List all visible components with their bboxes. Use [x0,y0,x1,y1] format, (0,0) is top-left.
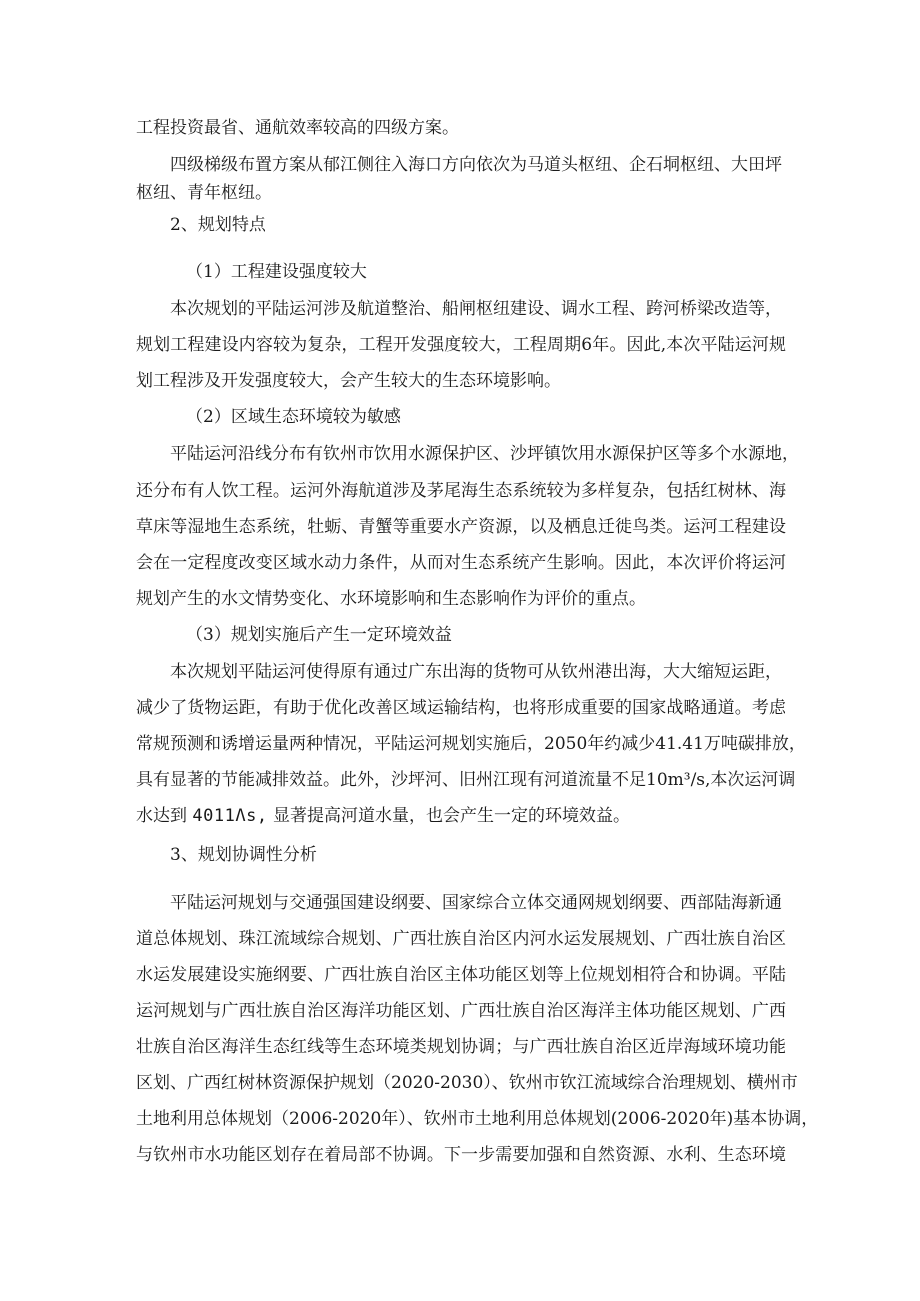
subsection-heading: （3）规划实施后产生一定环境效益 [186,625,452,645]
paragraph-line: 四级梯级布置方案从郁江侧往入海口方向依次为马道头枢纽、企石垌枢纽、大田坪 [170,155,782,175]
text-run: 显著提高河道水量，也会产生一定的环境效益。 [272,806,630,826]
subsection-heading: （1）工程建设强度较大 [186,262,367,282]
paragraph-line: 常规预测和诱增运量两种情况，平陆运河规划实施后，2050年约减少41.41万吨碳排放， [136,734,806,754]
paragraph-line: 枢纽、青年枢纽。 [136,183,272,203]
paragraph-line: 减少了货物运距，有助于优化改善区域运输结构，也将形成重要的国家战略通道。考虑 [136,698,786,718]
section-heading: 3、规划协调性分析 [170,845,317,865]
paragraph-line: 运河规划与广西壮族自治区海洋功能区划、广西壮族自治区海洋主体功能区规划、广西 [136,1001,786,1021]
section-heading: 2、规划特点 [170,215,266,235]
paragraph-line: 工程投资最省、通航效率较高的四级方案。 [136,118,459,138]
paragraph-line: 道总体规划、珠江流域综合规划、广西壮族自治区内河水运发展规划、广西壮族自治区 [136,929,786,949]
paragraph-line: 具有显著的节能减排效益。此外，沙坪河、旧州江现有河道流量不足10m³/s,本次运河调 [136,770,796,790]
paragraph-line: 规划工程建设内容较为复杂，工程开发强度较大，工程周期6年。因此,本次平陆运河规 [136,335,786,355]
garbled-value: 4011Λs, [192,806,268,826]
subsection-heading: （2）区域生态环境较为敏感 [186,407,401,427]
paragraph-line: 区划、广西红树林资源保护规划（2020-2030）、钦州市钦江流域综合治理规划、横州市 [136,1073,798,1093]
paragraph-line: 水运发展建设实施纲要、广西壮族自治区主体功能区划等上位规划相符合和协调。平陆 [136,965,786,985]
paragraph-line: 平陆运河沿线分布有钦州市饮用水源保护区、沙坪镇饮用水源保护区等多个水源地， [170,444,799,464]
paragraph-line: 会在一定程度改变区域水动力条件，从而对生态系统产生影响。因此，本次评价将运河 [136,553,786,573]
paragraph-line: 与钦州市水功能区划存在着局部不协调。下一步需要加强和自然资源、水利、生态环境 [136,1145,786,1165]
paragraph-line: 壮族自治区海洋生态红线等生态环境类规划协调；与广西壮族自治区近岸海域环境功能 [136,1037,786,1057]
text-run: 水达到 [136,806,187,826]
paragraph-line: 本次规划平陆运河使得原有通过广东出海的货物可从钦州港出海，大大缩短运距， [170,662,782,682]
paragraph-line: 划工程涉及开发强度较大，会产生较大的生态环境影响。 [136,371,561,391]
paragraph-line [136,801,630,831]
paragraph-line: 土地利用总体规划（2006-2020年）、钦州市土地利用总体规划(2006-2020年)基本协调， [136,1109,819,1129]
paragraph-line: 草床等湿地生态系统，牡蛎、青蟹等重要水产资源，以及栖息迁徙鸟类。运河工程建设 [136,517,786,537]
paragraph-line: 平陆运河规划与交通强国建设纲要、国家综合立体交通网规划纲要、西部陆海新通 [170,893,782,913]
paragraph-line: 规划产生的水文情势变化、水环境影响和生态影响作为评价的重点。 [136,589,646,609]
paragraph-line: 本次规划的平陆运河涉及航道整治、船闸枢纽建设、调水工程、跨河桥梁改造等， [170,299,782,319]
paragraph-line: 还分布有人饮工程。运河外海航道涉及茅尾海生态系统较为多样复杂，包括红树林、海 [136,481,786,501]
